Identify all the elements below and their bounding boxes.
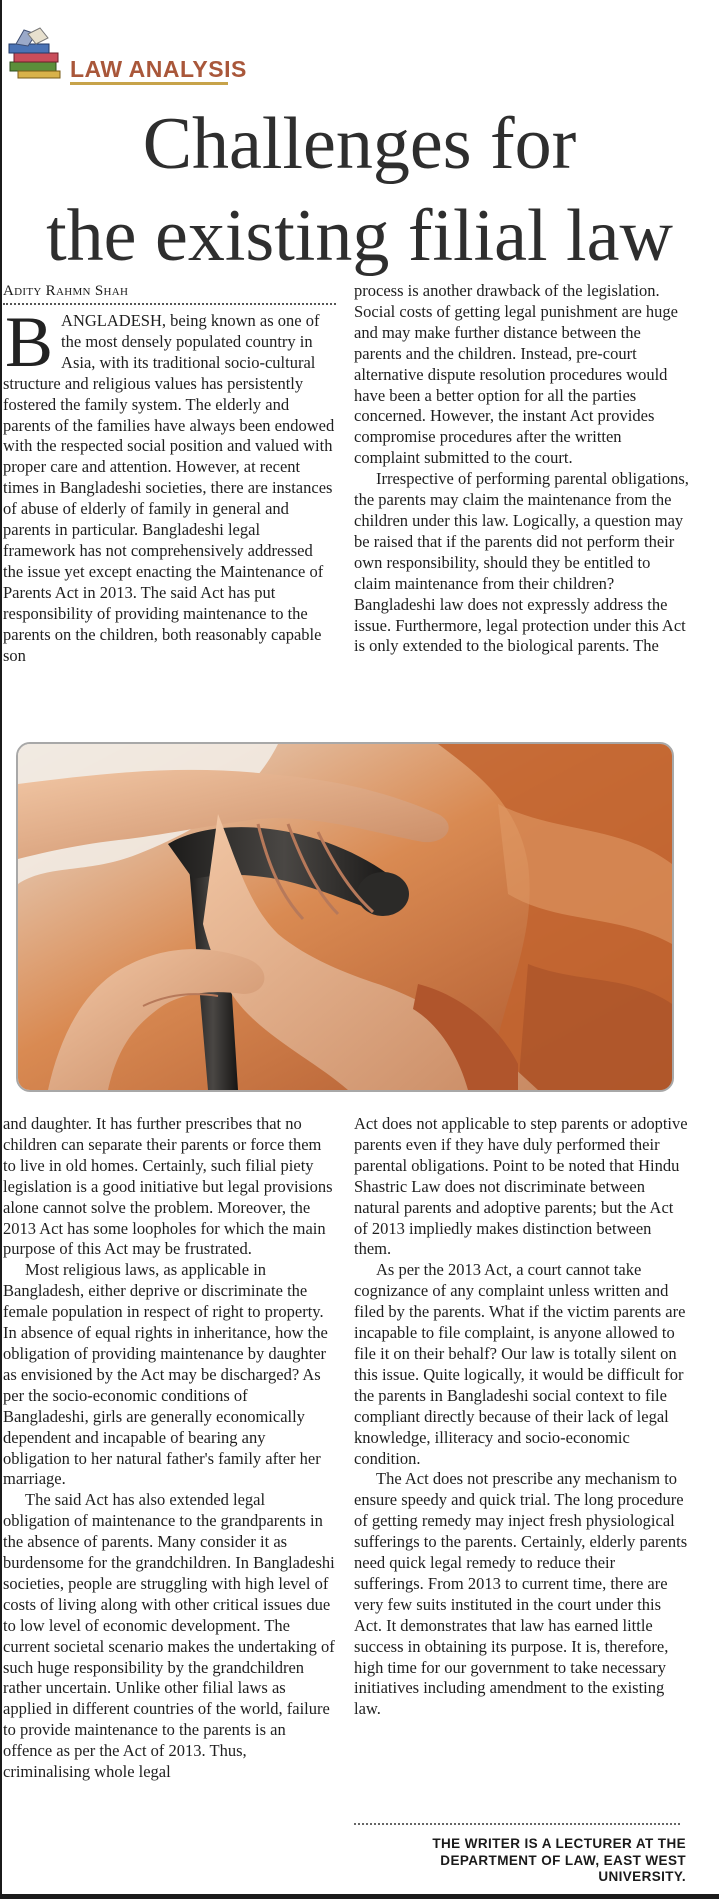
article-paragraph: Irrespective of performing parental obligations, the parents may claim the maintenance from the children under this law. Logically, a question may be raised that if the parents did not perform their own responsibility, should they be entitled to claim maintenance from their children? Bangladeshi law does not expressly address the issue. Furthermore, legal protection under this Act is only extended to the biological parents. The bbox=[354, 469, 689, 656]
article-paragraph: As per the 2013 Act, a court cannot take cognizance of any complaint unless written and filed by the parents. What if the victim parents are incapable to file complaint, is anyone allowed to file it on their behalf? Our law is totally silent on this issue. Quite logically, it would be difficult for the parents in Bangladeshi social context to file compliant directly because of their lack of legal knowledge, illiteracy and socio-economic condition. bbox=[354, 1260, 686, 1468]
page-bottom-border bbox=[0, 1894, 719, 1899]
article-column-2-bottom bbox=[354, 1114, 689, 1720]
article-paragraph: Act does not applicable to step parents or adoptive parents even if they have duly performed their parental obligations. Point to be noted that Hindu Shastric Law does not discriminate between natural parents and adoptive parents; but the Act of 2013 impliedly makes distinction between them. bbox=[354, 1114, 688, 1259]
byline: Adity Rahmn Shah bbox=[3, 282, 336, 305]
article-paragraph-text: ANGLADESH, being known as one of the most densely populated country in Asia, with its traditional socio-cultural structure and religious values has persistently fostered the family system. The elderly and parents of the families have always been endowed with the respected social position and valued with proper care and attention. However, at recent times in Bangladeshi societies, there are instances of abuse of elderly of family in general and parents in particular. Bangladeshi legal framework has not comprehensively addressed the issue yet except enacting the Maintenance of Parents Act in 2013. The said Act has put responsibility of providing maintenance to the parents on the children, both reasonably capable son bbox=[3, 311, 335, 665]
writer-credit: THE WRITER IS A LECTURER AT THE DEPARTMENT OF LAW, EAST WEST UNIVERSITY. bbox=[432, 1836, 686, 1884]
article-photo bbox=[16, 742, 674, 1092]
article-paragraph: The said Act has also extended legal obligation of maintenance to the grandparents in the absence of parents. Many consider it as burdensome for the grandchildren. In Bangladeshi societies, people are struggling with high level of costs of living along with other critical issues due to low level of economic development. The current societal scenario makes the undertaking of such huge responsibility by the grandchildren rather uncertain. Unlike other filial laws as applied in different countries of the world, failure to provide maintenance to the parents is an offence as per the Act of 2013. Thus, criminalising whole legal bbox=[3, 1490, 335, 1782]
elderly-hands-cane-illustration bbox=[18, 744, 672, 1090]
article-paragraph: Most religious laws, as applicable in Bangladesh, either deprive or discriminate the female population in respect of right to property. In absence of equal rights in inheritance, how the obligation of providing maintenance by daughter as envisioned by the Act may be discharged? As per the socio-economic conditions of Bangladeshi, girls are generally economically dependent and incapable of bearing any obligation to her natural father's family after her marriage. bbox=[3, 1260, 328, 1489]
books-icon bbox=[6, 26, 68, 82]
article-column-1-bottom bbox=[3, 1114, 336, 1783]
article-paragraph: The Act does not prescribe any mechanism to ensure speedy and quick trial. The long procedure of getting remedy may inject fresh physiological sufferings to the parents. Certainly, elderly parents need quick legal remedy to reduce their sufferings. From 2013 to current time, there are very few suits instituted in the court under this Act. It demonstrates that law has earned little success in obtaining its purpose. It is, therefore, high time for our government to take necessary initiatives including amendment to the existing law. bbox=[354, 1469, 688, 1719]
section-underline bbox=[70, 82, 228, 85]
headline-line-2: the existing filial law bbox=[46, 195, 673, 277]
page-left-border bbox=[0, 0, 2, 1899]
drop-cap: B bbox=[5, 302, 54, 382]
headline-line-1: Challenges for bbox=[142, 103, 577, 185]
article-paragraph: and daughter. It has further prescribes that no children can separate their parents or force them to live in old homes. Certainly, such filial piety legislation is a good initiative but legal provisions alone cannot solve the problem. Moreover, the 2013 Act has some loopholes for which the main purpose of this Act may be frustrated. bbox=[3, 1114, 333, 1259]
article-paragraph bbox=[3, 302, 336, 666]
article-column-2-top bbox=[354, 281, 689, 657]
article-paragraph: process is another drawback of the legislation. Social costs of getting legal punishment are huge and may make further distance between the parents and the children. Instead, pre-court alternative dispute resolution procedures would have been a better option for all the parties concerned. However, the instant Act provides compromise procedures after the written complaint submitted to the court. bbox=[354, 281, 678, 468]
headline bbox=[0, 98, 719, 282]
section-masthead bbox=[6, 26, 306, 88]
end-divider bbox=[354, 1823, 680, 1825]
section-label: LAW ANALYSIS bbox=[70, 56, 247, 82]
article-column-1-top bbox=[3, 282, 336, 666]
